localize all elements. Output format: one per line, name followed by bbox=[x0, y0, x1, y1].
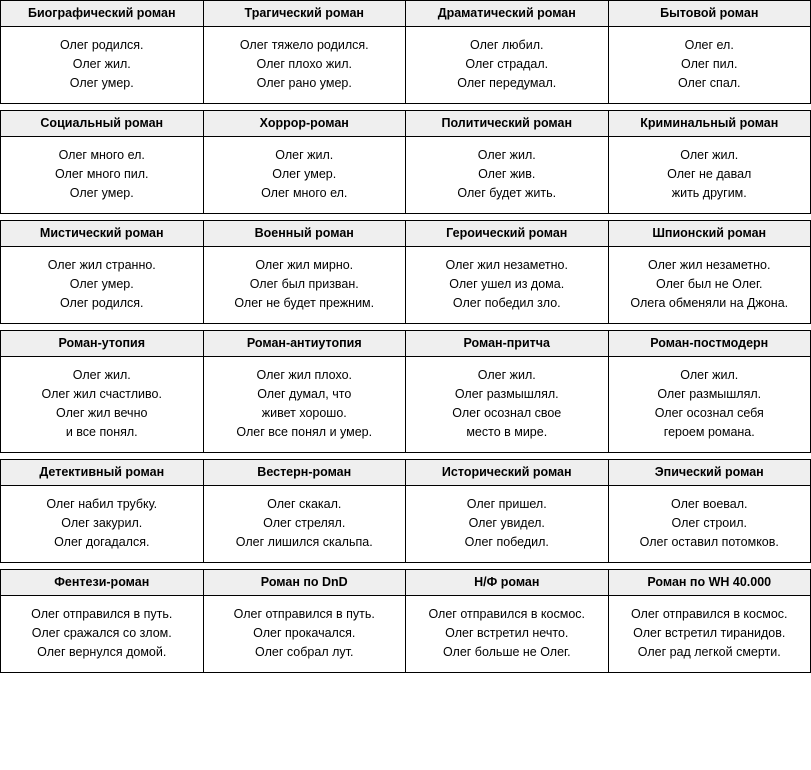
genre-title: Биографический роман bbox=[1, 1, 203, 27]
genre-body bbox=[204, 27, 406, 103]
genre-line: Олег вернулся домой. bbox=[37, 645, 167, 659]
genre-body bbox=[406, 27, 608, 103]
genre-title: Роман-постмодерн bbox=[609, 331, 811, 357]
genre-title: Криминальный роман bbox=[609, 111, 811, 137]
genre-line: Олег тяжело родился. bbox=[239, 38, 369, 52]
genre-body bbox=[609, 247, 811, 323]
genre-line: Олег много пил. bbox=[54, 167, 149, 181]
genre-body bbox=[406, 357, 608, 452]
genre-cell bbox=[405, 459, 608, 563]
genre-line: героем романа. bbox=[663, 425, 755, 439]
genre-title: Эпический роман bbox=[609, 460, 811, 486]
genre-line: Олег сражался со злом. bbox=[31, 626, 172, 640]
genre-body bbox=[1, 27, 203, 103]
table-row bbox=[0, 110, 811, 214]
genre-line: Олег размышлял. bbox=[657, 387, 762, 401]
genre-title: Исторический роман bbox=[406, 460, 608, 486]
genre-cell bbox=[203, 110, 406, 214]
genre-body bbox=[609, 357, 811, 452]
genre-cell bbox=[608, 330, 811, 453]
genre-line: Олег догадался. bbox=[54, 535, 150, 549]
genre-line: Олег жил вечно bbox=[56, 406, 148, 420]
genre-line: Олег прокачался. bbox=[253, 626, 356, 640]
genre-title: Политический роман bbox=[406, 111, 608, 137]
genre-line: Олег был призван. bbox=[249, 277, 359, 291]
genre-line: Олег будет жить. bbox=[457, 186, 557, 200]
genre-body bbox=[406, 247, 608, 323]
genre-line: Олег победил зло. bbox=[452, 296, 561, 310]
genre-cell bbox=[203, 220, 406, 324]
genre-body bbox=[609, 596, 811, 672]
genre-line: Олег собрал лут. bbox=[255, 645, 354, 659]
genre-cell bbox=[608, 110, 811, 214]
genre-cell bbox=[405, 569, 608, 673]
genre-body bbox=[406, 486, 608, 562]
genre-title: Хоррор-роман bbox=[204, 111, 406, 137]
genre-line: Олег размышлял. bbox=[454, 387, 559, 401]
genre-line: Олег встретил нечто. bbox=[445, 626, 569, 640]
genre-line: Олег думал, что bbox=[257, 387, 352, 401]
genre-line: Олег жил. bbox=[477, 148, 536, 162]
genre-line: Олег скакал. bbox=[267, 497, 342, 511]
genre-line: Олег жил незаметно. bbox=[648, 258, 771, 272]
genre-line: Олег спал. bbox=[677, 76, 741, 90]
genre-line: Олег рано умер. bbox=[256, 76, 352, 90]
genre-cell bbox=[0, 459, 203, 563]
genre-line: Олег осознал свое bbox=[452, 406, 562, 420]
genre-title: Бытовой роман bbox=[609, 1, 811, 27]
genre-line: Олег жил счастливо. bbox=[41, 387, 162, 401]
genre-line: Олег жил. bbox=[72, 57, 131, 71]
genre-line: Олег увидел. bbox=[468, 516, 545, 530]
genre-line: Олег родился. bbox=[59, 38, 144, 52]
genre-line: Олег умер. bbox=[69, 76, 134, 90]
genre-title: Драматический роман bbox=[406, 1, 608, 27]
genre-body bbox=[1, 357, 203, 452]
genre-line: Олег отправился в космос. bbox=[630, 607, 788, 621]
genre-line: Олег воевал. bbox=[671, 497, 748, 511]
genre-line: Олег не давал bbox=[667, 167, 752, 181]
genre-cell bbox=[203, 330, 406, 453]
genre-line: Олег ел. bbox=[684, 38, 734, 52]
genre-cell bbox=[203, 0, 406, 104]
genre-cell bbox=[405, 0, 608, 104]
genre-cell bbox=[405, 220, 608, 324]
genre-line: Олег осознал себя bbox=[654, 406, 764, 420]
genre-line: Олег умер. bbox=[272, 167, 337, 181]
genre-title: Детективный роман bbox=[1, 460, 203, 486]
genre-line: Олег много ел. bbox=[261, 186, 348, 200]
table-row bbox=[0, 459, 811, 563]
table-row bbox=[0, 569, 811, 673]
genre-title: Шпионский роман bbox=[609, 221, 811, 247]
genre-line: Олег умер. bbox=[69, 186, 134, 200]
genre-line: Олег оставил потомков. bbox=[639, 535, 779, 549]
genre-line: место в мире. bbox=[466, 425, 548, 439]
genre-line: Олег умер. bbox=[69, 277, 134, 291]
genre-line: Олег пришел. bbox=[466, 497, 547, 511]
genre-line: Олега обменяли на Джона. bbox=[630, 296, 789, 310]
genre-line: Олег жил. bbox=[72, 368, 131, 382]
genre-body bbox=[204, 247, 406, 323]
genre-line: и все понял. bbox=[65, 425, 138, 439]
genre-line: Олег отправился в путь. bbox=[233, 607, 375, 621]
genre-title: Н/Ф роман bbox=[406, 570, 608, 596]
genre-line: жить другим. bbox=[671, 186, 747, 200]
genre-line: Олег рад легкой смерти. bbox=[637, 645, 781, 659]
genre-line: Олег жил. bbox=[680, 368, 739, 382]
genre-line: Олег отправился в путь. bbox=[31, 607, 173, 621]
genre-line: Олег любил. bbox=[470, 38, 544, 52]
genre-title: Трагический роман bbox=[204, 1, 406, 27]
genre-body bbox=[1, 247, 203, 323]
genre-line: Олег ушел из дома. bbox=[449, 277, 565, 291]
genre-line: Олег строил. bbox=[671, 516, 747, 530]
genre-title: Военный роман bbox=[204, 221, 406, 247]
genre-line: Олег все понял и умер. bbox=[236, 425, 373, 439]
genre-title: Роман-антиутопия bbox=[204, 331, 406, 357]
genre-line: Олег пил. bbox=[681, 57, 738, 71]
bottom-spacer bbox=[0, 673, 811, 681]
genre-line: Олег встретил тиранидов. bbox=[633, 626, 786, 640]
genre-line: Олег жил незаметно. bbox=[445, 258, 568, 272]
genre-title: Роман-утопия bbox=[1, 331, 203, 357]
genre-line: Олег жив. bbox=[478, 167, 536, 181]
genre-line: Олег победил. bbox=[464, 535, 549, 549]
genre-line: Олег больше не Олег. bbox=[442, 645, 571, 659]
genre-cell bbox=[0, 569, 203, 673]
genre-cell bbox=[0, 330, 203, 453]
genre-cell bbox=[0, 110, 203, 214]
genre-cell bbox=[0, 220, 203, 324]
genre-body bbox=[406, 137, 608, 213]
genre-line: Олег жил странно. bbox=[47, 258, 156, 272]
genre-line: Олег стрелял. bbox=[263, 516, 346, 530]
genre-cell bbox=[608, 569, 811, 673]
genre-line: Олег жил. bbox=[275, 148, 334, 162]
genre-cell bbox=[203, 459, 406, 563]
genre-body bbox=[204, 596, 406, 672]
genre-line: Олег родился. bbox=[59, 296, 144, 310]
genre-body bbox=[1, 486, 203, 562]
genre-title: Роман по DnD bbox=[204, 570, 406, 596]
genre-line: Олег отправился в космос. bbox=[428, 607, 586, 621]
genre-line: Олег не будет прежним. bbox=[234, 296, 375, 310]
table-row bbox=[0, 330, 811, 453]
genre-line: Олег жил. bbox=[680, 148, 739, 162]
genre-line: Олег жил. bbox=[477, 368, 536, 382]
genre-title: Фентези-роман bbox=[1, 570, 203, 596]
genre-title: Роман по WH 40.000 bbox=[609, 570, 811, 596]
genre-line: Олег набил трубку. bbox=[46, 497, 158, 511]
genre-cell bbox=[608, 459, 811, 563]
genre-body bbox=[204, 137, 406, 213]
genre-body bbox=[609, 137, 811, 213]
genre-line: Олег много ел. bbox=[58, 148, 145, 162]
genre-cell bbox=[405, 110, 608, 214]
genre-title: Вестерн-роман bbox=[204, 460, 406, 486]
genre-line: живет хорошо. bbox=[261, 406, 347, 420]
genre-cell bbox=[0, 0, 203, 104]
genre-line: Олег лишился скальпа. bbox=[235, 535, 373, 549]
genre-body bbox=[1, 137, 203, 213]
genre-title: Мистический роман bbox=[1, 221, 203, 247]
genre-title: Героический роман bbox=[406, 221, 608, 247]
genre-line: Олег страдал. bbox=[465, 57, 549, 71]
genre-line: Олег закурил. bbox=[61, 516, 143, 530]
genre-cell bbox=[203, 569, 406, 673]
genre-body bbox=[1, 596, 203, 672]
genre-cell bbox=[608, 0, 811, 104]
genre-line: Олег передумал. bbox=[457, 76, 557, 90]
genre-cell bbox=[405, 330, 608, 453]
genre-title: Социальный роман bbox=[1, 111, 203, 137]
genre-body bbox=[204, 486, 406, 562]
genre-body bbox=[609, 27, 811, 103]
genre-title: Роман-притча bbox=[406, 331, 608, 357]
table-row bbox=[0, 220, 811, 324]
genre-line: Олег плохо жил. bbox=[256, 57, 353, 71]
genre-cell bbox=[608, 220, 811, 324]
genre-line: Олег был не Олег. bbox=[656, 277, 763, 291]
genre-body bbox=[609, 486, 811, 562]
genre-body bbox=[406, 596, 608, 672]
genre-line: Олег жил мирно. bbox=[255, 258, 354, 272]
genre-body bbox=[204, 357, 406, 452]
table-row bbox=[0, 0, 811, 104]
genre-line: Олег жил плохо. bbox=[256, 368, 353, 382]
